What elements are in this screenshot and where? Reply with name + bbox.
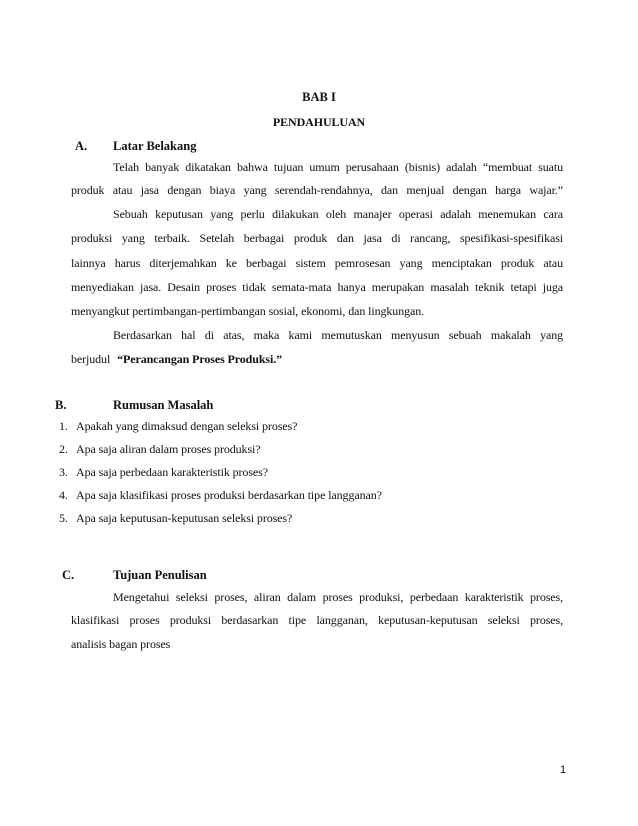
section-a-line-3: Sebuah keputusan yang perlu dilakukan oleh manajer operasi adalah menemukan cara (113, 207, 563, 221)
section-c-letter: C. (62, 568, 75, 582)
section-a-line-2: produk atau jasa dengan biaya yang serendah-rendahnya, dan menjual dengan harga wajar.” (71, 183, 563, 197)
section-c-line-1: Mengetahui seleksi proses, aliran dalam proses produksi, perbedaan karakteristik proses, (113, 590, 563, 604)
section-a-letter: A. (75, 139, 88, 153)
list-item-1-number: 1. (59, 419, 68, 433)
section-b-letter: B. (55, 398, 67, 412)
section-a-line-9-text: berjudul (71, 352, 111, 366)
chapter-title: BAB I (302, 90, 336, 104)
section-a-line-5: lainnya harus diterjemahkan ke berbagai sistem pemrosesan yang menciptakan produk atau (71, 256, 563, 270)
section-c-line-3: analisis bagan proses (71, 637, 171, 651)
list-item-1-text: Apakah yang dimaksud dengan seleksi proses? (76, 419, 298, 433)
section-a-line-6: menyediakan jasa. Desain proses tidak semata-mata hanya merupakan masalah teknik tetapi juga (71, 280, 563, 294)
section-a-heading: Latar Belakang (113, 139, 197, 153)
list-item-5-number: 5. (59, 511, 68, 525)
section-b-heading: Rumusan Masalah (113, 398, 214, 412)
section-c-line-2: klasifikasi proses produksi berdasarkan tipe langganan, keputusan-keputusan seleksi proses, (71, 613, 563, 627)
section-a-line-9 (71, 352, 282, 367)
section-a-line-4: produksi yang terbaik. Setelah berbagai produk dan jasa di rancang, spesifikasi-spesifikasi (71, 231, 563, 245)
list-item-2-number: 2. (59, 442, 68, 456)
list-item-3-number: 3. (59, 465, 68, 479)
section-c-heading: Tujuan Penulisan (113, 568, 207, 582)
list-item-2-text: Apa saja aliran dalam proses produksi? (76, 442, 261, 456)
list-item-4-text: Apa saja klasifikasi proses produksi berdasarkan tipe langganan? (76, 488, 382, 502)
page-number: 1 (560, 764, 567, 776)
list-item-3-text: Apa saja perbedaan karakteristik proses? (76, 465, 268, 479)
section-a-line-1: Telah banyak dikatakan bahwa tujuan umum perusahaan (bisnis) adalah “membuat suatu (113, 160, 563, 174)
section-a-line-8: Berdasarkan hal di atas, maka kami memutuskan menyusun sebuah makalah yang (113, 328, 563, 342)
paper-title-quote: “Perancangan Proses Produksi.” (117, 352, 283, 366)
list-item-4-number: 4. (59, 488, 68, 502)
chapter-subtitle: PENDAHULUAN (272, 115, 366, 129)
section-a-line-7: menyangkut pertimbangan-pertimbangan sosial, ekonomi, dan lingkungan. (71, 304, 425, 318)
list-item-5-text: Apa saja keputusan-keputusan seleksi proses? (76, 511, 293, 525)
